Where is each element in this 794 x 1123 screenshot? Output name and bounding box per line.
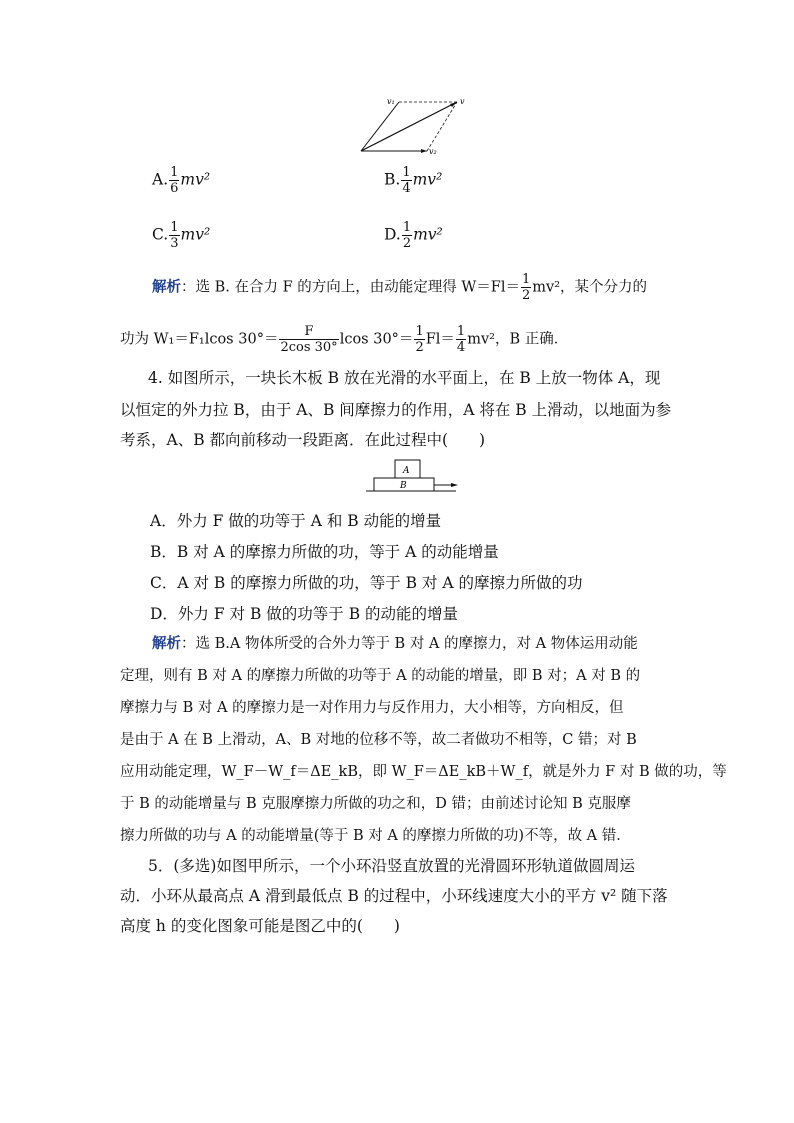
v2-label: v₂: [429, 147, 437, 156]
fraction: $\frac{1}{3}$: [170, 220, 179, 251]
q3-analysis-line-1: 解析：选 B. 在合力 F 的方向上，由动能定理得 W＝Fl＝ $\frac{1}{2}$ mv²，某个分力的: [152, 272, 648, 303]
block-board-diagram: [362, 456, 462, 496]
q5-stem-line-2: 动．小环从最高点 A 滑到最低点 B 的过程中，小环线速度大小的平方 v² 随下落: [120, 887, 668, 905]
fraction: $\frac{1}{4}$: [456, 324, 466, 355]
q4-analysis-line-3: 摩擦力与 B 对 A 的摩擦力是一对作用力与反作用力，大小相等，方向相反，但: [120, 700, 624, 716]
q5-stem-line-1: 5．(多选)如图甲所示，一个小环沿竖直放置的光滑圆环形轨道做圆周运: [148, 857, 635, 875]
q4-option-c[interactable]: C．A 对 B 的摩擦力所做的功，等于 B 对 A 的摩擦力所做的功: [150, 574, 583, 592]
velocity-parallelogram-diagram: [355, 92, 475, 158]
board-b-label: B: [400, 481, 407, 491]
q4-stem-line-1: 4. 如图所示，一块长木板 B 放在光滑的水平面上，在 B 上放一物体 A，现: [148, 369, 661, 387]
option-a[interactable]: A. $\frac{1}{6}$ mv²: [152, 165, 211, 196]
q4-stem-line-3: 考系，A、B 都向前移动一段距离．在此过程中( ): [120, 431, 486, 449]
v-label: v: [460, 97, 465, 106]
fraction: $\frac{1}{2}$: [402, 220, 412, 251]
analysis-label: 解析: [152, 278, 181, 296]
q4-analysis-line-1: 解析：选 B.A 物体所受的合外力等于 B 对 A 的摩擦力，对 A 物体运用动能: [152, 635, 638, 652]
fraction: $\frac{1}{2}$: [521, 272, 531, 303]
q4-analysis-line-6: 于 B 的动能增量与 B 克服摩擦力所做的功之和，D 错；由前述讨论知 B 克服摩: [120, 796, 631, 812]
block-a-label: A: [403, 466, 410, 476]
q4-option-a[interactable]: A．外力 F 做的功等于 A 和 B 动能的增量: [150, 512, 442, 530]
q4-option-d[interactable]: D．外力 F 对 B 做的功等于 B 的动能的增量: [150, 605, 459, 623]
fraction: $\frac{1}{4}$: [402, 165, 411, 196]
option-c[interactable]: C. $\frac{1}{3}$ mv²: [152, 220, 211, 251]
q4-option-b[interactable]: B．B 对 A 的摩擦力所做的功，等于 A 的动能增量: [150, 543, 499, 561]
option-d[interactable]: D. $\frac{1}{2}$ mv²: [384, 220, 443, 251]
fraction: $\frac{1}{6}$: [170, 165, 179, 196]
q4-analysis-line-2: 定理，则有 B 对 A 的摩擦力所做的功等于 A 的动能的增量，即 B 对；A 对 B 的: [120, 668, 641, 684]
q5-stem-line-3: 高度 h 的变化图象可能是图乙中的( ): [120, 917, 400, 935]
q4-stem-line-2: 以恒定的外力拉 B，由于 A、B 间摩擦力的作用，A 将在 B 上滑动，以地面为参: [120, 401, 672, 419]
v1-label: v₁: [387, 97, 395, 106]
q4-analysis-line-4: 是由于 A 在 B 上滑动，A、B 对地的位移不等，故二者做功不相等，C 错；对 B: [120, 732, 637, 748]
option-b[interactable]: B. $\frac{1}{4}$ mv²: [384, 165, 443, 196]
q3-analysis-line-2: 功为 W₁＝F₁lcos 30°＝ $\frac{F}{2\cos 30^\circ}$ lcos 30°＝ $\frac{1}{2}$ Fl＝ $\frac{1}{4}$ mv²，B 正确．: [120, 324, 569, 355]
q4-analysis-line-7: 擦力所做的功与 A 的动能增量(等于 B 对 A 的摩擦力所做的功)不等，故 A 错．: [120, 828, 631, 844]
analysis-label: 解析: [152, 635, 181, 652]
fraction: $\frac{F}{2\cos 30^\circ}$: [280, 324, 338, 355]
fraction: $\frac{1}{2}$: [415, 324, 424, 355]
q4-analysis-line-5: 应用动能定理，W_F－W_f＝ΔE_kB，即 W_F＝ΔE_kB＋W_f，就是外力 F 对 B 做的功，等: [120, 764, 727, 780]
